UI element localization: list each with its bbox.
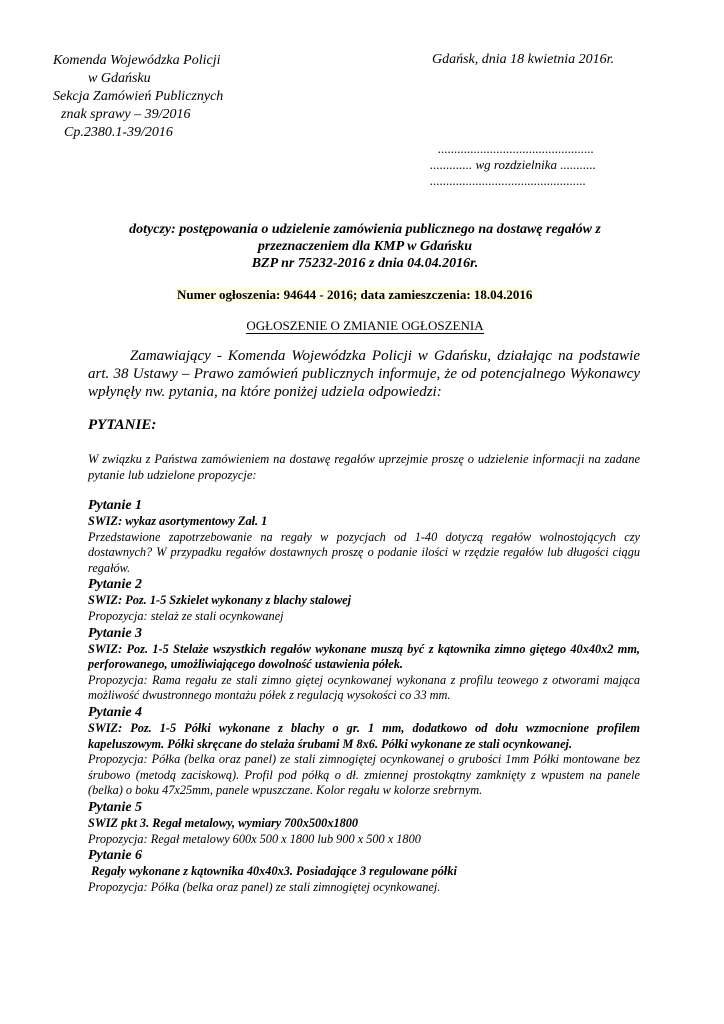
intro-text: Zamawiający - Komenda Wojewódzka Policji w Gdańsku, działając na podstawie art. 38 Ustawy – Prawo zamówień publicznych informuje, że od potencjalnego Wykonawcy wpłynęły nw. pytania, na które poniżej udziela odpowiedzi: [88, 348, 640, 400]
question-text: Propozycja: Rama regału ze stali zimno giętej ocynkowanej wykonana z profilu teowego z otworami mająca możliwość dwustronnego montażu półek z regulacją wysokości co 33 mm. [88, 672, 640, 703]
place-date: Gdańsk, dnia 18 kwietnia 2016r. [432, 52, 614, 67]
question-title: Pytanie 2 [88, 577, 143, 593]
distribution-line: ............. wg rozdzielnika ........... [430, 157, 596, 172]
sender-block [53, 52, 223, 142]
question-item [88, 847, 640, 895]
notice-title-text: OGŁOSZENIE O ZMIANIE OGŁOSZENIA [246, 318, 484, 333]
question-title: Pytanie 1 [88, 498, 143, 513]
question-item [88, 625, 640, 704]
question-item [88, 704, 640, 799]
question-swiz: SWIZ: Poz. 1-5 Szkielet wykonany z blachy stalowej [88, 593, 352, 608]
sender-line: Komenda Wojewódzka Policji [53, 53, 221, 68]
question-swiz: SWIZ pkt 3. Regał metalowy, wymiary 700x500x1800 [88, 815, 359, 830]
question-text: Propozycja: Regał metalowy 600x 500 x 1800 lub 900 x 500 x 1800 [88, 831, 421, 846]
intro-paragraph [88, 347, 640, 401]
sender-line: Sekcja Zamówień Publicznych [53, 89, 224, 104]
question-item [88, 576, 640, 624]
subject-heading [90, 221, 640, 272]
question-item [88, 799, 640, 847]
question-text: Propozycja: stelaż ze stali ocynkowanej [88, 608, 284, 623]
question-swiz: Regały wykonane z kątownika 40x40x3. Posiadające 3 regulowane półki [88, 864, 457, 879]
notice-title [90, 318, 640, 334]
question-title: Pytanie 3 [88, 625, 143, 641]
subject-line: dotyczy: postępowania o udzielenie zamówienia publicznego na dostawę regałów z [129, 222, 601, 237]
question-swiz: SWIZ: Poz. 1-5 Półki wykonane z blachy o gr. 1 mm, dodatkowo od dołu wzmocnione profilem kapeluszowym. Półki skręcane do stelaża śrubami M 8x6. Półki wykonane ze stali ocynkowanej. [88, 720, 640, 751]
questions-list [88, 497, 640, 895]
distribution-line: ................................................ [438, 141, 594, 156]
question-swiz: SWIZ: Poz. 1-5 Stelaże wszystkich regałów wykonane muszą być z kątownika zimno giętego 40x40x2 mm, perforowanego, umożliwiającego dowolność ustawienia półek. [88, 641, 640, 672]
question-text: Propozycja: Półka (belka oraz panel) ze stali zimnogiętej ocynkowanej o grubości 1mm Półki montowane bez śrubowo (metodą zaciskową). Profil pod półką o dł. zmiennej prostokątny zamknięty z wpustem na panele (belka) o boku 47x25mm, panele wpuszczane. Kolor regału w kolorze srebrnym. [88, 752, 640, 798]
sender-line: znak sprawy – 39/2016 [61, 107, 191, 122]
question-item [88, 497, 640, 576]
question-text: Propozycja: Półka (belka oraz panel) ze stali zimnogiętej ocynkowanej. [88, 879, 441, 894]
sender-line: w Gdańsku [88, 71, 151, 86]
distribution-line: ................................................ [430, 173, 586, 188]
question-intro: W związku z Państwa zamówieniem na dostawę regałów uprzejmie proszę o udzielenie informacji na zadane pytanie lub udzielone propozycje: [88, 452, 640, 482]
subject-line: przeznaczeniem dla KMP w Gdańsku [257, 239, 473, 254]
subject-line: BZP nr 75232-2016 z dnia 04.04.2016r. [251, 256, 479, 271]
question-swiz: SWIZ: wykaz asortymentowy Zał. 1 [88, 514, 268, 528]
question-title: Pytanie 5 [88, 799, 143, 815]
distribution-block [430, 141, 596, 189]
question-heading: PYTANIE: [88, 417, 157, 433]
sender-line: Cp.2380.1-39/2016 [64, 125, 173, 140]
notice-number: Numer ogłoszenia: 94644 - 2016; data zamieszczenia: 18.04.2016 [177, 287, 533, 302]
question-text: Przedstawione zapotrzebowanie na regały w pozycjach od 1-40 dotyczą regałów wolnostojących czy dostawnych? W przypadku regałów dostawnych proszę o podanie ilości w rzędzie regałów lub długości ciągu regałów. [88, 529, 640, 575]
question-title: Pytanie 6 [88, 848, 143, 864]
question-title: Pytanie 4 [88, 704, 143, 720]
